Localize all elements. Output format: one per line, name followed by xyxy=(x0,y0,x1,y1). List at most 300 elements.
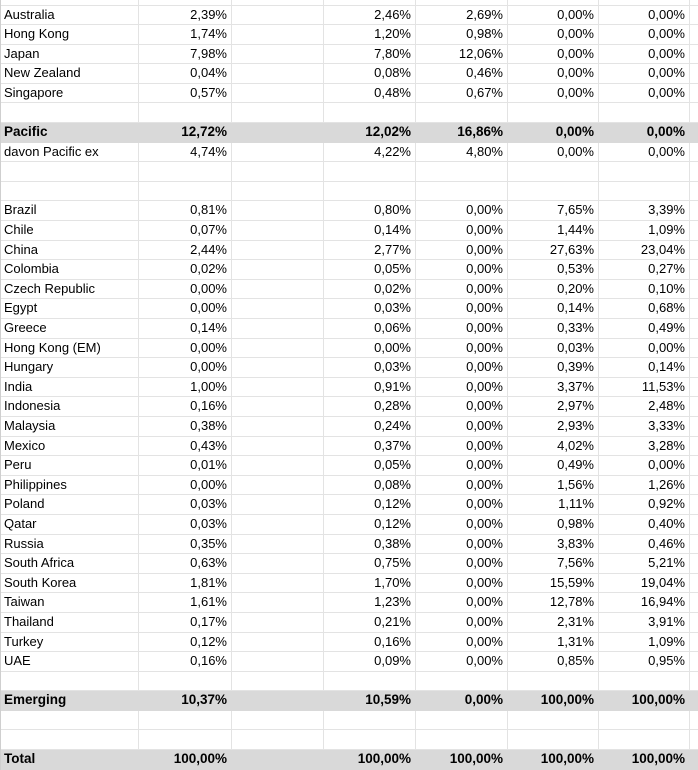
cell-edge[interactable] xyxy=(690,182,698,201)
cell-value-3[interactable] xyxy=(416,182,508,201)
cell-value-5[interactable]: 0,14% xyxy=(599,358,690,377)
cell-spacer[interactable] xyxy=(232,339,324,358)
cell-edge[interactable] xyxy=(690,143,698,162)
cell-value-2[interactable] xyxy=(324,182,416,201)
cell-value-5[interactable]: 1,26% xyxy=(599,476,690,495)
cell-country[interactable]: India xyxy=(0,378,139,397)
cell-value-4[interactable]: 7,65% xyxy=(508,201,599,220)
cell-spacer[interactable] xyxy=(232,182,324,201)
cell-value-4[interactable]: 100,00% xyxy=(540,751,594,767)
cell-value-3[interactable]: 0,00% xyxy=(416,397,508,416)
cell-value-2[interactable]: 4,22% xyxy=(324,143,416,162)
cell-value-4[interactable] xyxy=(508,730,599,749)
cell-country[interactable]: Philippines xyxy=(0,476,139,495)
cell-value-2[interactable]: 0,37% xyxy=(324,437,416,456)
cell-value-5[interactable]: 0,00% xyxy=(646,124,685,140)
cell-value-2[interactable]: 0,12% xyxy=(324,495,416,514)
cell-value-1[interactable]: 100,00% xyxy=(173,751,227,767)
cell-spacer[interactable] xyxy=(232,495,324,514)
cell-edge[interactable] xyxy=(690,201,698,220)
cell-value-2[interactable]: 1,20% xyxy=(324,25,416,44)
cell-country[interactable]: Emerging xyxy=(4,692,67,708)
cell-value-4[interactable]: 0,53% xyxy=(508,260,599,279)
cell-value-2[interactable] xyxy=(324,103,416,122)
cell-country[interactable]: Hong Kong (EM) xyxy=(0,339,139,358)
cell-value-5[interactable] xyxy=(599,162,690,181)
cell-edge[interactable] xyxy=(690,495,698,514)
cell-edge[interactable] xyxy=(690,613,698,632)
cell-country[interactable]: South Africa xyxy=(0,554,139,573)
cell-value-1[interactable] xyxy=(139,162,232,181)
cell-value-3[interactable]: 0,00% xyxy=(416,241,508,260)
cell-value-3[interactable]: 0,67% xyxy=(416,84,508,103)
cell-spacer[interactable] xyxy=(232,358,324,377)
cell-value-4[interactable]: 0,14% xyxy=(508,299,599,318)
cell-value-1[interactable]: 0,14% xyxy=(139,319,232,338)
cell-country[interactable]: Hong Kong xyxy=(0,25,139,44)
cell-country[interactable]: davon Pacific ex xyxy=(0,143,139,162)
cell-value-4[interactable]: 0,00% xyxy=(555,124,594,140)
cell-value-2[interactable]: 0,48% xyxy=(324,84,416,103)
cell-country[interactable]: Greece xyxy=(0,319,139,338)
cell-edge[interactable] xyxy=(690,397,698,416)
cell-country[interactable] xyxy=(0,730,139,749)
cell-value-4[interactable] xyxy=(508,711,599,730)
cell-value-4[interactable] xyxy=(508,672,599,691)
cell-edge[interactable] xyxy=(690,64,698,83)
cell-edge[interactable] xyxy=(690,456,698,475)
cell-value-3[interactable] xyxy=(416,162,508,181)
cell-country[interactable]: Australia xyxy=(0,6,139,25)
cell-country[interactable]: Indonesia xyxy=(0,397,139,416)
cell-spacer[interactable] xyxy=(232,397,324,416)
cell-spacer[interactable] xyxy=(232,260,324,279)
cell-edge[interactable] xyxy=(690,299,698,318)
cell-spacer[interactable] xyxy=(232,143,324,162)
cell-value-3[interactable]: 16,86% xyxy=(457,124,503,140)
cell-edge[interactable] xyxy=(690,25,698,44)
cell-value-4[interactable]: 2,93% xyxy=(508,417,599,436)
cell-value-5[interactable] xyxy=(599,672,690,691)
cell-country[interactable]: UAE xyxy=(0,652,139,671)
cell-edge[interactable] xyxy=(690,45,698,64)
cell-value-2[interactable]: 12,02% xyxy=(365,124,411,140)
cell-edge[interactable] xyxy=(690,633,698,652)
cell-value-2[interactable] xyxy=(324,0,416,5)
cell-value-5[interactable]: 0,00% xyxy=(599,45,690,64)
cell-value-5[interactable]: 0,00% xyxy=(599,143,690,162)
cell-value-4[interactable]: 1,31% xyxy=(508,633,599,652)
cell-value-5[interactable]: 100,00% xyxy=(631,751,685,767)
cell-value-4[interactable]: 15,59% xyxy=(508,574,599,593)
cell-spacer[interactable] xyxy=(232,750,324,769)
cell-value-1[interactable]: 0,16% xyxy=(139,652,232,671)
cell-value-3[interactable]: 2,69% xyxy=(416,6,508,25)
cell-spacer[interactable] xyxy=(232,476,324,495)
cell-value-3[interactable]: 0,00% xyxy=(416,515,508,534)
cell-value-1[interactable]: 0,04% xyxy=(139,64,232,83)
cell-country[interactable]: Hungary xyxy=(0,358,139,377)
cell-country[interactable]: Turkey xyxy=(0,633,139,652)
cell-value-3[interactable]: 0,00% xyxy=(416,476,508,495)
cell-value-5[interactable]: 0,00% xyxy=(599,25,690,44)
cell-country[interactable]: Total xyxy=(4,751,36,767)
cell-value-1[interactable] xyxy=(139,103,232,122)
cell-value-3[interactable]: 4,80% xyxy=(416,143,508,162)
cell-value-3[interactable]: 0,00% xyxy=(416,299,508,318)
cell-value-3[interactable]: 0,00% xyxy=(416,378,508,397)
cell-value-3[interactable]: 0,00% xyxy=(416,221,508,240)
cell-value-5[interactable]: 100,00% xyxy=(631,692,685,708)
cell-spacer[interactable] xyxy=(232,64,324,83)
cell-value-3[interactable]: 0,00% xyxy=(416,574,508,593)
cell-value-3[interactable]: 0,00% xyxy=(416,437,508,456)
cell-value-3[interactable]: 0,00% xyxy=(416,593,508,612)
cell-country[interactable]: Malaysia xyxy=(0,417,139,436)
cell-edge[interactable] xyxy=(690,730,698,749)
cell-value-3[interactable]: 0,00% xyxy=(416,633,508,652)
cell-value-3[interactable]: 0,00% xyxy=(416,358,508,377)
cell-spacer[interactable] xyxy=(232,103,324,122)
cell-value-5[interactable]: 3,91% xyxy=(599,613,690,632)
cell-value-1[interactable]: 2,44% xyxy=(139,241,232,260)
cell-edge[interactable] xyxy=(690,476,698,495)
cell-edge[interactable] xyxy=(690,339,698,358)
cell-spacer[interactable] xyxy=(232,730,324,749)
cell-value-1[interactable]: 0,17% xyxy=(139,613,232,632)
cell-value-2[interactable] xyxy=(324,711,416,730)
cell-value-2[interactable]: 0,24% xyxy=(324,417,416,436)
cell-edge[interactable] xyxy=(690,750,698,769)
cell-value-3[interactable]: 0,98% xyxy=(416,25,508,44)
cell-value-3[interactable]: 0,00% xyxy=(416,535,508,554)
cell-country[interactable]: Chile xyxy=(0,221,139,240)
cell-value-4[interactable] xyxy=(508,0,599,5)
cell-value-4[interactable]: 2,97% xyxy=(508,397,599,416)
cell-spacer[interactable] xyxy=(232,417,324,436)
cell-value-5[interactable]: 0,00% xyxy=(599,6,690,25)
cell-value-3[interactable]: 0,00% xyxy=(416,495,508,514)
cell-value-1[interactable] xyxy=(139,0,232,5)
cell-country[interactable]: South Korea xyxy=(0,574,139,593)
cell-value-3[interactable] xyxy=(416,672,508,691)
cell-value-3[interactable] xyxy=(416,730,508,749)
cell-spacer[interactable] xyxy=(232,691,324,710)
cell-value-1[interactable]: 12,72% xyxy=(181,124,227,140)
cell-edge[interactable] xyxy=(690,221,698,240)
cell-value-4[interactable] xyxy=(508,103,599,122)
cell-spacer[interactable] xyxy=(232,672,324,691)
cell-value-4[interactable] xyxy=(508,162,599,181)
cell-value-1[interactable]: 0,03% xyxy=(139,495,232,514)
cell-edge[interactable] xyxy=(690,319,698,338)
cell-value-1[interactable]: 0,35% xyxy=(139,535,232,554)
cell-value-2[interactable]: 2,46% xyxy=(324,6,416,25)
cell-value-1[interactable]: 0,81% xyxy=(139,201,232,220)
cell-value-2[interactable]: 0,21% xyxy=(324,613,416,632)
cell-value-5[interactable]: 2,48% xyxy=(599,397,690,416)
cell-value-1[interactable] xyxy=(139,730,232,749)
cell-value-1[interactable]: 0,63% xyxy=(139,554,232,573)
cell-value-2[interactable]: 0,12% xyxy=(324,515,416,534)
cell-spacer[interactable] xyxy=(232,45,324,64)
cell-value-3[interactable]: 0,00% xyxy=(416,201,508,220)
cell-value-5[interactable]: 23,04% xyxy=(599,241,690,260)
cell-edge[interactable] xyxy=(690,358,698,377)
cell-value-2[interactable]: 0,75% xyxy=(324,554,416,573)
cell-edge[interactable] xyxy=(690,162,698,181)
cell-value-1[interactable]: 0,03% xyxy=(139,515,232,534)
cell-value-2[interactable]: 1,70% xyxy=(324,574,416,593)
cell-value-4[interactable]: 0,39% xyxy=(508,358,599,377)
cell-value-4[interactable]: 0,00% xyxy=(508,45,599,64)
cell-value-5[interactable]: 0,10% xyxy=(599,280,690,299)
cell-value-5[interactable]: 0,00% xyxy=(599,84,690,103)
cell-value-1[interactable]: 0,00% xyxy=(139,476,232,495)
cell-edge[interactable] xyxy=(690,437,698,456)
cell-value-3[interactable]: 0,00% xyxy=(416,319,508,338)
cell-value-5[interactable] xyxy=(599,711,690,730)
cell-value-4[interactable]: 0,49% xyxy=(508,456,599,475)
cell-value-5[interactable]: 0,40% xyxy=(599,515,690,534)
cell-country[interactable]: Pacific xyxy=(4,124,48,140)
cell-value-2[interactable]: 100,00% xyxy=(357,751,411,767)
cell-country[interactable] xyxy=(0,672,139,691)
cell-spacer[interactable] xyxy=(232,593,324,612)
cell-spacer[interactable] xyxy=(232,515,324,534)
cell-value-5[interactable]: 0,92% xyxy=(599,495,690,514)
cell-value-1[interactable]: 2,39% xyxy=(139,6,232,25)
cell-country[interactable]: Taiwan xyxy=(0,593,139,612)
cell-value-4[interactable]: 1,56% xyxy=(508,476,599,495)
cell-value-5[interactable]: 3,39% xyxy=(599,201,690,220)
cell-value-2[interactable]: 0,09% xyxy=(324,652,416,671)
cell-edge[interactable] xyxy=(690,123,698,142)
cell-value-3[interactable]: 0,00% xyxy=(464,692,503,708)
cell-spacer[interactable] xyxy=(232,613,324,632)
cell-value-5[interactable]: 19,04% xyxy=(599,574,690,593)
cell-value-1[interactable]: 0,12% xyxy=(139,633,232,652)
cell-value-2[interactable] xyxy=(324,730,416,749)
cell-value-4[interactable] xyxy=(508,182,599,201)
cell-country[interactable]: Mexico xyxy=(0,437,139,456)
cell-country[interactable]: Egypt xyxy=(0,299,139,318)
cell-value-5[interactable]: 0,00% xyxy=(599,64,690,83)
cell-value-1[interactable] xyxy=(139,672,232,691)
cell-value-3[interactable]: 0,00% xyxy=(416,613,508,632)
cell-edge[interactable] xyxy=(690,241,698,260)
cell-country[interactable] xyxy=(0,711,139,730)
cell-country[interactable]: China xyxy=(0,241,139,260)
cell-value-4[interactable]: 2,31% xyxy=(508,613,599,632)
cell-edge[interactable] xyxy=(690,574,698,593)
cell-value-5[interactable]: 3,28% xyxy=(599,437,690,456)
cell-value-3[interactable]: 0,00% xyxy=(416,554,508,573)
cell-spacer[interactable] xyxy=(232,201,324,220)
cell-spacer[interactable] xyxy=(232,319,324,338)
cell-value-2[interactable]: 2,77% xyxy=(324,241,416,260)
cell-value-3[interactable]: 100,00% xyxy=(449,751,503,767)
cell-edge[interactable] xyxy=(690,260,698,279)
cell-value-4[interactable]: 0,85% xyxy=(508,652,599,671)
cell-value-2[interactable]: 10,59% xyxy=(365,692,411,708)
cell-value-1[interactable]: 0,00% xyxy=(139,280,232,299)
cell-edge[interactable] xyxy=(690,378,698,397)
cell-value-5[interactable]: 5,21% xyxy=(599,554,690,573)
cell-country[interactable]: Singapore xyxy=(0,84,139,103)
cell-country[interactable]: Japan xyxy=(0,45,139,64)
cell-value-4[interactable]: 0,98% xyxy=(508,515,599,534)
cell-value-1[interactable]: 10,37% xyxy=(181,692,227,708)
cell-country[interactable]: Russia xyxy=(0,535,139,554)
cell-spacer[interactable] xyxy=(232,378,324,397)
cell-spacer[interactable] xyxy=(232,535,324,554)
cell-value-4[interactable]: 1,44% xyxy=(508,221,599,240)
cell-edge[interactable] xyxy=(690,554,698,573)
cell-value-4[interactable]: 0,00% xyxy=(508,25,599,44)
cell-value-5[interactable]: 3,33% xyxy=(599,417,690,436)
cell-value-3[interactable]: 0,00% xyxy=(416,456,508,475)
cell-edge[interactable] xyxy=(690,417,698,436)
cell-value-4[interactable]: 0,00% xyxy=(508,64,599,83)
cell-value-2[interactable]: 0,00% xyxy=(324,339,416,358)
cell-value-4[interactable]: 3,37% xyxy=(508,378,599,397)
cell-value-3[interactable] xyxy=(416,711,508,730)
cell-value-2[interactable]: 1,23% xyxy=(324,593,416,612)
cell-value-2[interactable]: 7,80% xyxy=(324,45,416,64)
cell-value-1[interactable]: 0,00% xyxy=(139,299,232,318)
cell-value-1[interactable]: 1,81% xyxy=(139,574,232,593)
cell-spacer[interactable] xyxy=(232,456,324,475)
cell-country[interactable]: New Zealand xyxy=(0,64,139,83)
cell-value-1[interactable]: 7,98% xyxy=(139,45,232,64)
cell-edge[interactable] xyxy=(690,6,698,25)
cell-value-1[interactable]: 0,07% xyxy=(139,221,232,240)
cell-value-4[interactable]: 0,00% xyxy=(508,143,599,162)
cell-value-4[interactable]: 100,00% xyxy=(540,692,594,708)
cell-spacer[interactable] xyxy=(232,554,324,573)
cell-value-4[interactable]: 27,63% xyxy=(508,241,599,260)
cell-value-1[interactable]: 1,61% xyxy=(139,593,232,612)
cell-value-5[interactable]: 16,94% xyxy=(599,593,690,612)
cell-value-5[interactable]: 0,95% xyxy=(599,652,690,671)
cell-value-1[interactable]: 1,74% xyxy=(139,25,232,44)
cell-value-2[interactable]: 0,06% xyxy=(324,319,416,338)
cell-spacer[interactable] xyxy=(232,574,324,593)
cell-value-1[interactable] xyxy=(139,711,232,730)
cell-country[interactable] xyxy=(0,162,139,181)
cell-country[interactable] xyxy=(0,182,139,201)
cell-value-5[interactable]: 0,27% xyxy=(599,260,690,279)
cell-spacer[interactable] xyxy=(232,221,324,240)
cell-value-4[interactable]: 0,00% xyxy=(508,6,599,25)
cell-value-2[interactable]: 0,91% xyxy=(324,378,416,397)
cell-edge[interactable] xyxy=(690,515,698,534)
cell-edge[interactable] xyxy=(690,691,698,710)
cell-value-4[interactable]: 0,33% xyxy=(508,319,599,338)
cell-country[interactable]: Poland xyxy=(0,495,139,514)
cell-value-2[interactable]: 0,14% xyxy=(324,221,416,240)
cell-value-3[interactable]: 0,00% xyxy=(416,652,508,671)
cell-value-3[interactable]: 0,00% xyxy=(416,339,508,358)
cell-value-5[interactable] xyxy=(599,0,690,5)
cell-edge[interactable] xyxy=(690,0,698,5)
cell-spacer[interactable] xyxy=(232,6,324,25)
cell-value-2[interactable]: 0,05% xyxy=(324,456,416,475)
cell-value-4[interactable]: 3,83% xyxy=(508,535,599,554)
cell-value-4[interactable]: 0,20% xyxy=(508,280,599,299)
cell-edge[interactable] xyxy=(690,711,698,730)
cell-value-3[interactable]: 0,00% xyxy=(416,417,508,436)
cell-country[interactable] xyxy=(0,103,139,122)
cell-edge[interactable] xyxy=(690,672,698,691)
cell-country[interactable]: Brazil xyxy=(0,201,139,220)
cell-edge[interactable] xyxy=(690,652,698,671)
cell-value-1[interactable]: 1,00% xyxy=(139,378,232,397)
cell-value-2[interactable]: 0,08% xyxy=(324,64,416,83)
cell-value-4[interactable]: 7,56% xyxy=(508,554,599,573)
cell-value-5[interactable]: 1,09% xyxy=(599,221,690,240)
cell-value-5[interactable]: 1,09% xyxy=(599,633,690,652)
cell-value-2[interactable]: 0,28% xyxy=(324,397,416,416)
cell-country[interactable]: Colombia xyxy=(0,260,139,279)
cell-value-3[interactable]: 0,00% xyxy=(416,260,508,279)
cell-spacer[interactable] xyxy=(232,241,324,260)
cell-country[interactable]: Thailand xyxy=(0,613,139,632)
cell-country[interactable]: Peru xyxy=(0,456,139,475)
cell-value-2[interactable]: 0,80% xyxy=(324,201,416,220)
cell-value-3[interactable] xyxy=(416,0,508,5)
cell-value-2[interactable]: 0,38% xyxy=(324,535,416,554)
cell-value-1[interactable]: 4,74% xyxy=(139,143,232,162)
cell-value-4[interactable]: 1,11% xyxy=(508,495,599,514)
cell-value-4[interactable]: 4,02% xyxy=(508,437,599,456)
cell-value-3[interactable] xyxy=(416,103,508,122)
cell-value-3[interactable]: 12,06% xyxy=(416,45,508,64)
cell-value-1[interactable]: 0,02% xyxy=(139,260,232,279)
cell-value-4[interactable]: 0,03% xyxy=(508,339,599,358)
cell-spacer[interactable] xyxy=(232,0,324,5)
cell-value-5[interactable]: 0,46% xyxy=(599,535,690,554)
cell-value-1[interactable]: 0,43% xyxy=(139,437,232,456)
cell-edge[interactable] xyxy=(690,535,698,554)
cell-value-4[interactable]: 0,00% xyxy=(508,84,599,103)
cell-value-2[interactable]: 0,02% xyxy=(324,280,416,299)
cell-value-1[interactable]: 0,57% xyxy=(139,84,232,103)
cell-country[interactable]: Qatar xyxy=(0,515,139,534)
cell-edge[interactable] xyxy=(690,593,698,612)
cell-country[interactable] xyxy=(0,0,139,5)
cell-value-1[interactable]: 0,00% xyxy=(139,358,232,377)
cell-value-2[interactable] xyxy=(324,672,416,691)
cell-edge[interactable] xyxy=(690,103,698,122)
cell-value-2[interactable]: 0,05% xyxy=(324,260,416,279)
cell-value-2[interactable] xyxy=(324,162,416,181)
cell-value-1[interactable]: 0,00% xyxy=(139,339,232,358)
cell-spacer[interactable] xyxy=(232,162,324,181)
cell-spacer[interactable] xyxy=(232,299,324,318)
cell-value-5[interactable] xyxy=(599,182,690,201)
cell-edge[interactable] xyxy=(690,84,698,103)
cell-value-1[interactable]: 0,16% xyxy=(139,397,232,416)
cell-value-5[interactable] xyxy=(599,730,690,749)
cell-spacer[interactable] xyxy=(232,633,324,652)
cell-spacer[interactable] xyxy=(232,652,324,671)
cell-value-1[interactable]: 0,38% xyxy=(139,417,232,436)
cell-spacer[interactable] xyxy=(232,123,324,142)
cell-value-3[interactable]: 0,46% xyxy=(416,64,508,83)
cell-value-5[interactable] xyxy=(599,103,690,122)
